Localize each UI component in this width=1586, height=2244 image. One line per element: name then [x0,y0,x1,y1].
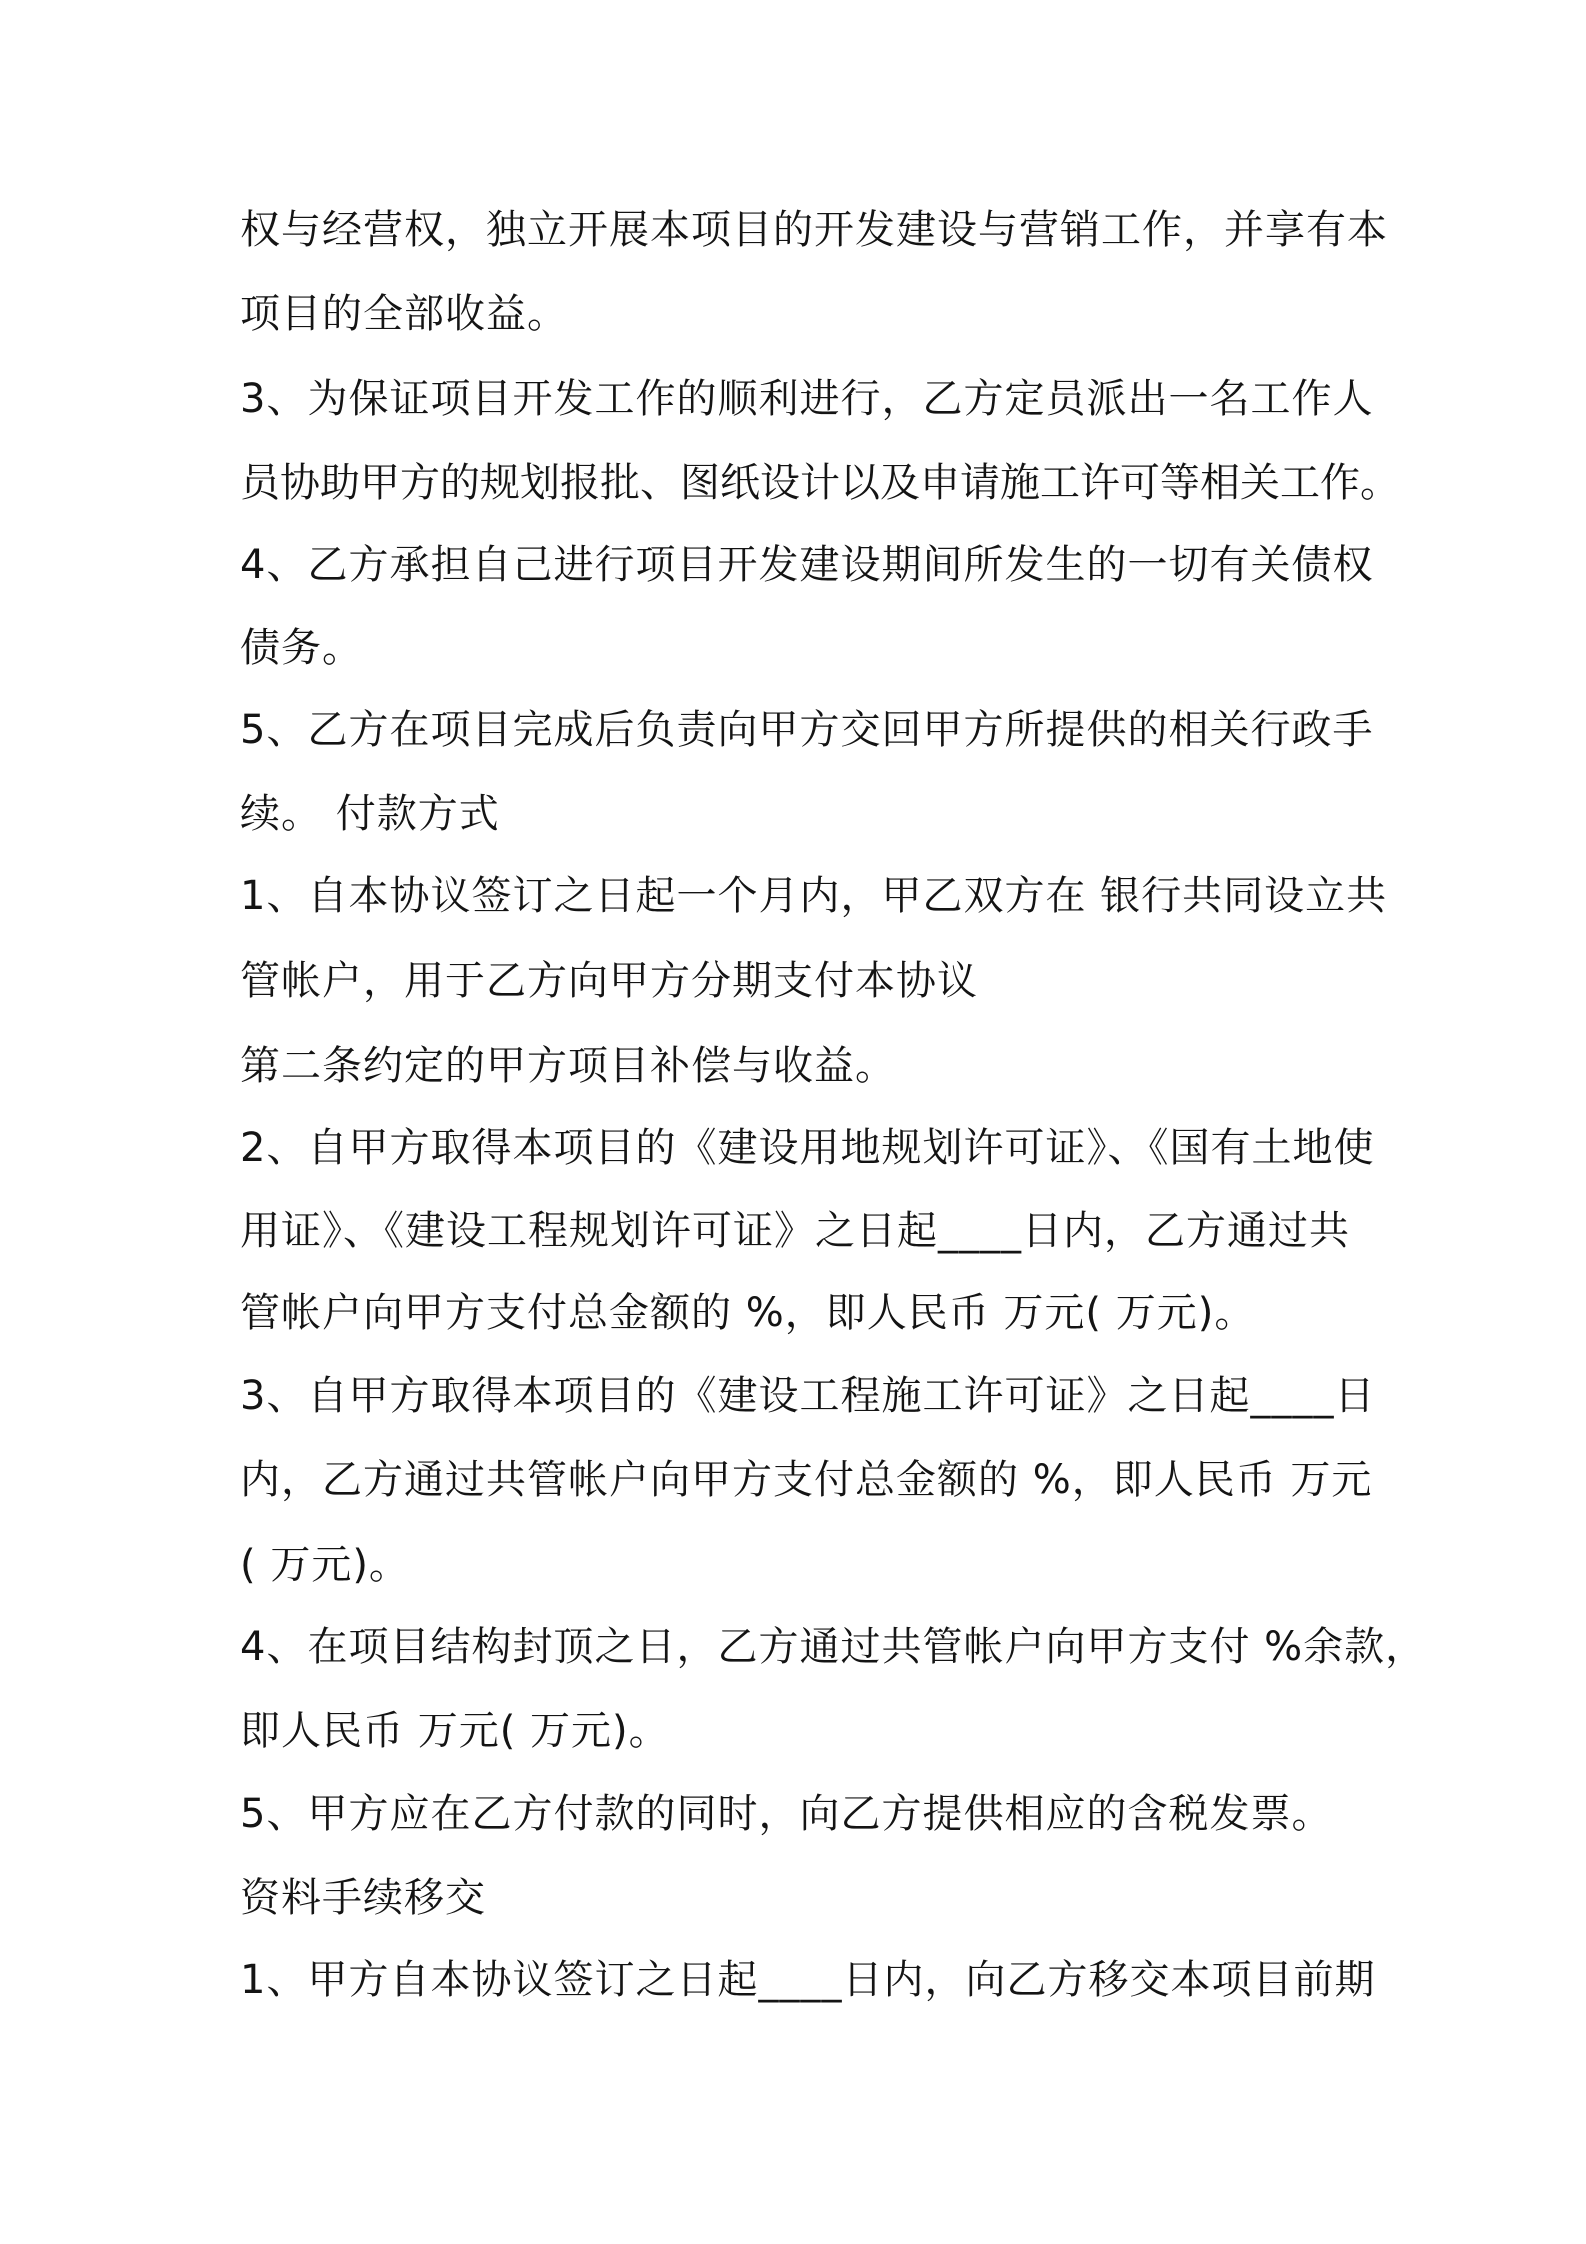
text-line: 即人民币 万元( 万元)。 [240,1708,670,1754]
text-line: 管帐户，用于乙方向甲方分期支付本协议 [240,958,978,1004]
text-line: 内，乙方通过共管帐户向甲方支付总金额的 %，即人民币 万元 [240,1457,1373,1503]
text-line: 1、甲方自本协议签订之日起____日内，向乙方移交本项目前期 [240,1957,1376,2003]
text-line: 5、甲方应在乙方付款的同时，向乙方提供相应的含税发票。 [240,1791,1333,1837]
text-line: 1、自本协议签订之日起一个月内，甲乙双方在 银行共同设立共 [240,873,1388,919]
text-line: 管帐户向甲方支付总金额的 %，即人民币 万元( 万元)。 [240,1290,1256,1336]
text-line: 权与经营权，独立开展本项目的开发建设与营销工作，并享有本 [240,207,1388,253]
text-line: 用证》、《建设工程规划许可证》之日起____日内，乙方通过共 [240,1208,1350,1254]
text-line: ( 万元)。 [240,1542,410,1588]
text-line: 第二条约定的甲方项目补偿与收益。 [240,1043,896,1089]
text-line: 4、在项目结构封顶之日，乙方通过共管帐户向甲方支付 %余款， [240,1624,1427,1670]
text-line: 债务。 [240,625,363,671]
text-line: 5、乙方在项目完成后负责向甲方交回甲方所提供的相关行政手 [240,707,1374,753]
text-line: 员协助甲方的规划报批、图纸设计以及申请施工许可等相关工作。 [240,460,1400,506]
text-line: 2、自甲方取得本项目的《建设用地规划许可证》、《国有土地使 [240,1125,1375,1171]
text-line: 3、为保证项目开发工作的顺利进行，乙方定员派出一名工作人 [240,376,1374,422]
text-line: 续。 付款方式 [240,791,500,837]
text-line: 4、乙方承担自己进行项目开发建设期间所发生的一切有关债权 [240,542,1374,588]
text-line: 资料手续移交 [240,1875,486,1921]
text-line: 项目的全部收益。 [240,291,568,337]
text-line: 3、自甲方取得本项目的《建设工程施工许可证》之日起____日 [240,1373,1376,1419]
